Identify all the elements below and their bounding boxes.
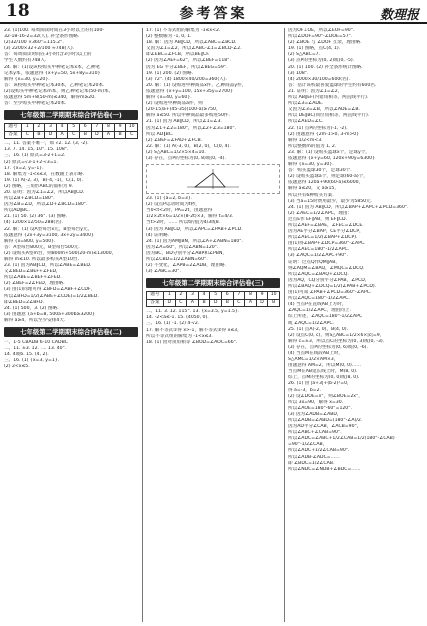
answer-line: (2) 设∠DOE=x°，则∠BOE=2x°， xyxy=(288,393,363,399)
answer-line: (2)设购买甲种笔记本m本，则乙种笔记本(50-m)本， xyxy=(4,88,114,94)
answer-text-block xyxy=(4,340,138,370)
answer-line: 21. (1) 50. (2) 36°. (3) 图略. xyxy=(4,214,68,220)
answer-line: (2) ∠AEC=1/2∠APC，理由： xyxy=(288,210,353,216)
answer-line: 23. (1) 因为AB∥CD，所以∠ABE=∠BED. xyxy=(4,263,92,269)
answer-line: (3) ∠AQC=1/2∠APC+90°. xyxy=(288,253,348,259)
grid-cell: 1 xyxy=(22,124,34,132)
answer-text-block xyxy=(146,196,280,275)
grid-cell: C xyxy=(233,299,245,307)
answer-line: (2) ∠BOE 与 ∠DOF 互余，理由略. xyxy=(288,40,362,46)
grid-cell: 9 xyxy=(114,124,126,132)
answer-line: 解得 c=±3，所以点C的坐标为(0, 3)或(0, -3). xyxy=(288,338,385,344)
answer-line: (3) 存在，点P的坐标为(0, 6)或(0, -6). xyxy=(288,344,368,350)
answer-line: (2) 设购买A型m台，则800m+500(20-m)≤13000， xyxy=(4,250,117,256)
answer-line: (3) 当a=15时费用最少，最少为5850元. xyxy=(288,198,373,204)
grid-cell: B xyxy=(268,299,280,307)
triangle-figure-icon xyxy=(183,167,243,191)
column-middle xyxy=(146,28,280,622)
answer-line: 得 a=-3，b=2. xyxy=(288,387,322,393)
answer-line: 23. (1) {a=2, b=3}. xyxy=(146,196,193,202)
grid-cell: A xyxy=(245,299,257,307)
answer-line: 又∠BED=∠BEF+∠FED， xyxy=(4,269,61,275)
grid-cell: A xyxy=(187,299,199,307)
answer-line: (3) 存在，点P的坐标为(0, 8)或(0, -4). xyxy=(146,155,226,161)
answer-line: 19. (1) 图略，点C(4, 1). xyxy=(288,46,341,52)
grid-cell: 10 xyxy=(126,124,138,132)
answer-line: 23. 解：(1) 设购买篮球x个，足球y个， xyxy=(288,149,370,155)
answer-line: 即∠BED=2∠BFD. xyxy=(4,299,44,305)
answer-line: 19. (1) 200. (2) 图略. xyxy=(146,70,194,76)
answer-line: 所以 3x=90，解得 x=30. xyxy=(288,399,344,405)
answer-line: 答：A型每台800元，B型每台500元. xyxy=(4,244,80,250)
answer-grid-answers xyxy=(147,299,280,307)
answer-line: (2) 整数解为 -1, 0, 1. xyxy=(146,34,192,40)
answer-line: 所以∠NDC=∠NDB+∠BDC=…… xyxy=(288,466,361,472)
answer-line: 依题意得 {2x+3y=3100, 3x+2y=3400} xyxy=(4,232,94,238)
grid-cell: 8 xyxy=(103,124,115,132)
answer-line: 所以∠ADB-∠ADC=…… xyxy=(288,454,340,460)
answer-line: 所以AD∥BC. xyxy=(4,208,30,214)
grid-cell: 7 xyxy=(233,292,245,300)
answer-line: (20-15)a+(45-35)(100-a)≥750， xyxy=(146,107,221,113)
answer-line: 18. (1) 由对顶角相等 ∠BOD=∠AOC=66°. xyxy=(146,339,238,345)
answer-line: (3) 点P的坐标为(0, 2)或(0, -5). xyxy=(288,58,355,64)
grid-cell: 9 xyxy=(256,292,268,300)
answer-line: 21. 证明：因为∠1=∠2， xyxy=(288,88,343,94)
answer-grid-numbers xyxy=(5,124,138,132)
answer-line: (4) 1200×12/50=288(名). xyxy=(4,220,64,226)
answer-line: 因为AQ，CQ分别平分∠PAB，∠PCD， xyxy=(288,277,370,283)
answer-line: 所以∠B+∠BCD=180°. xyxy=(4,196,55,202)
answer-line: (4) 当点P在直线AB上方时， xyxy=(288,302,347,308)
answer-line: 24. (1) 因为AM∥BN，所以∠A+∠ABN=180°. xyxy=(146,238,244,244)
answer-line: 21. (1) 因为 AB∥CD，所以∠1=∠3. xyxy=(146,119,222,125)
grid-cell: 3 xyxy=(187,292,199,300)
answer-line: 32-18-16-2=32(人), 补全条形图略. xyxy=(4,34,80,40)
answer-line: 即 ∠BDC=1/2∠CAB. xyxy=(288,460,335,466)
answer-line: 所以∠ADC=∠ABC+1/2∠CAB=1/2(180°-∠CAB) xyxy=(288,436,395,442)
answer-line: (3) 由(1)同理可得 ∠BFD=∠ABF+∠CDF， xyxy=(4,287,96,293)
answer-line: 当0<t<2时，PA=2t，由题意得 xyxy=(146,208,213,214)
answer-line: 或 ∠AQC=1/2∠APC. xyxy=(288,320,334,326)
answer-line: 由(1)得∠BAP+∠DCP=360°-∠APC. xyxy=(288,241,366,247)
answer-line: 由(1)可知 ∠PAB+∠PCD=360°-∠APC. xyxy=(288,290,372,296)
answer-line: 三、16. (1) {x=3, y=1}. xyxy=(4,358,60,364)
grid-row-label: 答案 xyxy=(5,131,22,139)
column-left xyxy=(4,28,138,622)
column-divider xyxy=(284,28,285,622)
answer-line: 当t>2时，…… 所以t的值为4/3或8. xyxy=(146,220,221,226)
answer-line: (3) 108°. xyxy=(288,70,309,76)
grid-cell: 5 xyxy=(68,124,80,132)
answer-line: 解得 m≤10. 所以最多购买A型10台. xyxy=(4,257,79,262)
answer-grid-answers xyxy=(5,131,138,139)
answer-text-block xyxy=(4,28,138,107)
grid-cell: D xyxy=(45,131,57,139)
answer-line: 24. 解：(1)设该校购买甲种笔记本x本，乙种笔 xyxy=(4,64,101,70)
grid-cell: 6 xyxy=(79,124,91,132)
answer-line: (2) 2<x≤5. xyxy=(4,364,30,370)
answer-line: 依题意得 120a+90(60-a)≤6000， xyxy=(288,180,364,186)
answer-line: 一、1-5 CBADB 6-10 CADBC xyxy=(4,340,68,346)
answer-line: 14. -2<a≤-1. 15. (4050, 0). xyxy=(146,315,209,321)
answer-line: 所以整数m的值为 1, 2. xyxy=(288,143,337,149)
answer-line: 20. 解：(1) 设购进甲种商品x件，乙种商品y件， xyxy=(146,82,247,88)
answer-line: 所以∠AEC=180°-1/2∠APC. xyxy=(288,247,350,253)
answer-line: 即∠EBC=∠FCB，所以BE∥CF. xyxy=(146,52,210,58)
answer-line: 二、11. 3. 12. 115°. 13. {x=3.5, y=1.5}. xyxy=(146,309,240,315)
grid-cell: 2 xyxy=(33,124,45,132)
answer-line: 又因为∠3=∠B，所以∠ADE=∠B. xyxy=(288,107,361,113)
answer-line: 综上所述，∠AQC=180°-1/2∠APC xyxy=(288,314,363,320)
answer-line: 19. (1) A(-2, 3)，B(-4, -1)，C(1, 0). xyxy=(4,177,83,183)
section-banner: 七年级第二学期期末综合评估卷(一) xyxy=(4,110,138,120)
answer-line: 由题意得 AM=2，所以M(0, 0)…… xyxy=(288,363,361,369)
answer-line: 17. 解不等式①得 x>-1，解不等式②得 x≤3， xyxy=(146,327,242,333)
answer-line: (2) ∠BEF=∠FAD+∠FCB. xyxy=(146,137,203,143)
grid-cell: D xyxy=(164,299,176,307)
answer-line: 因为∠1+∠2=180°，所以∠2+∠3=180°. xyxy=(146,125,237,131)
answer-line: 因为∠B=∠D，所以∠D+∠BCD=180°. xyxy=(4,202,88,208)
answer-line: 解得 {x=30, y=20}. xyxy=(4,76,50,82)
grid-cell: 8 xyxy=(245,292,257,300)
answer-grid xyxy=(146,291,280,307)
answer-line: 所以∠BAQ+∠DCQ=1/2(∠PAB+∠PCD). xyxy=(288,283,377,289)
column-right xyxy=(288,28,422,622)
answer-line: 22. 解：(1) A(-3, 0)，B(2, 0)，C(0, 4). xyxy=(146,143,231,149)
answer-line: 14. 4或6. 15. (4, 2). xyxy=(4,352,49,358)
answer-line: 13. 7. 14. 15, 10°. 15. 108°. xyxy=(4,147,69,153)
answer-line: (3) ∠ABC=30°. xyxy=(146,269,181,275)
grid-cell: 10 xyxy=(268,292,280,300)
grid-cell: D xyxy=(256,299,268,307)
answer-line: 证明：过点Q作QM∥AB， xyxy=(288,259,340,265)
answer-line: (4) 证明略. xyxy=(146,232,170,238)
answer-line: (2) S△ABC=1/2×5×4=10. xyxy=(146,149,206,155)
answer-line: 解得 {x=800, y=500}. xyxy=(4,238,56,244)
answer-line: 23. (1)100. 每周阅读时间在3小时以上的有100- xyxy=(4,28,105,33)
answer-line: 答：该校购买甲种笔记本30本，乙种笔记本20本. xyxy=(4,82,105,88)
answer-line: ∠AQC=1/2∠APC，理由同上. xyxy=(288,308,351,314)
answer-line: 二、11. ±3. 12. 二. 13. 40°. xyxy=(4,346,67,352)
answer-line: 记本y本，依题意得 {x+y=50, 5x+8y=310} xyxy=(4,70,101,76)
grid-cell: C xyxy=(22,131,34,139)
answer-line: 因为∠A=60°，所以∠ABN=120°. xyxy=(146,244,219,250)
answer-line: 依题意得 5m+8(50-m)≤340，解得m≥20. xyxy=(4,95,96,101)
answer-line: 学生人数约有748人. xyxy=(4,58,47,64)
grid-row-label: 题号 xyxy=(5,124,22,132)
answer-line: 所以共有6种购买方案. xyxy=(288,192,334,198)
answer-line: 20. (1) 100. (2) 补全条形统计图略. xyxy=(288,64,363,70)
answer-line: 解得 {x=40, y=60}. xyxy=(146,95,192,101)
answer-line: 解得 a≤20，又 a≥15， xyxy=(288,186,339,192)
answer-line: 所以∠ABC+∠CAB=90°. xyxy=(288,430,342,436)
answer-line: 所以∠AEF=∠BAE，∠FEC=∠DCE. xyxy=(288,223,364,228)
answer-line: (3) 由题意 {a+b=8, 500a+300b≥3200} xyxy=(4,311,95,317)
grid-cell: 4 xyxy=(198,292,210,300)
answer-line: 所以∠AQC=∠BAQ+∠DCQ. xyxy=(288,271,349,277)
answer-line: 所以∠AQC=180°-1/2∠APC. xyxy=(288,296,350,302)
answer-line: 过点E作 EF∥AB，则 EF∥CD. xyxy=(288,216,347,222)
answer-line: 三、16. (1) 原式=3-2+1=2. xyxy=(4,153,66,159)
answer-line: 因为AD平分∠CAB，∠ACB=90°， xyxy=(288,424,362,430)
answer-line: 所以 AD∥BC. xyxy=(146,131,174,137)
answer-line: 1/2×2t×6=1/2×(8-2t)×3，解得 t=4/3. xyxy=(146,214,234,220)
grid-cell: D xyxy=(91,131,103,139)
grid-cell: B xyxy=(198,299,210,307)
grid-cell: A xyxy=(56,131,68,139)
answer-line: (2) 设点P运动时间为t秒， xyxy=(146,202,200,208)
answer-line: 则∠AQM=∠BAQ，∠MQC=∠DCQ. xyxy=(288,265,365,271)
grid-cell: 6 xyxy=(221,292,233,300)
answer-line: =90°-1/2∠CAB， xyxy=(288,442,328,448)
answer-text-block xyxy=(146,309,280,346)
answer-line: 二、11. 答案不唯一，如 √2. 12. (3, -2). xyxy=(4,141,89,147)
answer-line: 所以∠3=∠ADE. xyxy=(288,101,324,107)
answer-line: 依题意得 {x+y=60, 120x+90y=6300} xyxy=(288,155,376,161)
answer-line: 三、16. (1) -1. (2) 4-√2. xyxy=(146,321,200,327)
answer-line: (3) 因为∠ADB=∠ABD， xyxy=(288,411,342,417)
answer-line: 解得 1/2<m<3. xyxy=(288,137,323,143)
answer-line: (2) 原式=√3-1+2-√3=1. xyxy=(4,159,58,165)
answer-line: (3) 72°. (4) 1800×40/200=360(人). xyxy=(146,76,227,82)
answer-line: (4) 当点M在线段AB上时， xyxy=(288,350,343,356)
answer-line: 解得 a≤50. 所以甲种商品最多购进50件. xyxy=(146,113,230,119)
grid-cell: 2 xyxy=(175,292,187,300)
answer-line: (2) 由题意得 {2m-1>0, 3-m>0} xyxy=(288,131,360,137)
answer-line: 25. (1) 点A(-2, 0)，B(4, 0). xyxy=(288,326,349,332)
grid-cell: 3 xyxy=(45,124,57,132)
answer-line: 18. 解：因为 AB∥CD，所以∠ABC=∠BCD. xyxy=(146,40,237,46)
answer-line: 因为AE平分∠BAP，CE平分∠DCP， xyxy=(288,229,364,235)
answer-line: 18. 解集为 -1<x≤3，在数轴上表示略. xyxy=(4,171,85,177)
answer-line: 17. (1) 不等式组的解集为 -1≤x<2. xyxy=(146,28,221,33)
answer-text-block xyxy=(146,28,280,162)
grid-cell: D xyxy=(210,299,222,307)
answer-line: 所以∠ADC+1/2∠CAB=90°. xyxy=(288,448,350,454)
answer-line: 所以∠ADB=∠ABD=(180°-∠A)/2. xyxy=(288,418,363,423)
answer-line: 答：购买篮球30个，足球30个. xyxy=(288,168,352,174)
answer-line: (2) 因为∠AEF=62°，所以∠BEF=118°. xyxy=(146,58,231,64)
grid-cell: B xyxy=(114,131,126,139)
answer-line: 所以∠AOE=180°-60°=120°. xyxy=(288,405,352,411)
answer-text-block xyxy=(288,28,422,473)
answer-line: 20. 证明：因为∠1=∠2，所以AB∥CD. xyxy=(4,189,85,195)
answer-grid-numbers xyxy=(147,292,280,300)
answer-line: 解得 {x=30, y=30}. xyxy=(288,162,334,168)
answer-line: 当点M在AB延长线上时，M(8, 0). xyxy=(288,369,358,375)
answer-line: 所以∠ABE=∠BEF+∠FED. xyxy=(4,275,62,281)
grid-cell: B xyxy=(79,131,91,139)
answer-line: 所以∠CBD=1/2∠ABN=60°. xyxy=(146,257,208,262)
answer-line: (2) ∠BEF=2∠FED，理由略. xyxy=(4,281,65,287)
answer-line: 所以∠BFD=1/2(∠ABE+∠CDE)=1/2∠BED. xyxy=(4,293,99,299)
section-banner: 七年级第二学期期末综合评估卷(三) xyxy=(146,278,280,288)
running-title: 参考答案 xyxy=(179,6,248,22)
grid-cell: C xyxy=(175,299,187,307)
grid-cell: 4 xyxy=(56,124,68,132)
answer-grid xyxy=(4,123,138,139)
answer-line: 综上，点M的坐标为(0, 0)或(8, 0). xyxy=(288,375,360,381)
grid-cell: C xyxy=(68,131,80,139)
answer-line: 解得 a≥4，所以至少安排4天. xyxy=(4,317,66,323)
grid-cell: 7 xyxy=(91,124,103,132)
answer-line: S△AMC=1/2×AM×3， xyxy=(288,357,339,363)
answer-line: 又因为∠1=∠2，所以∠ABC-∠1=∠BCD-∠2. xyxy=(146,46,242,52)
answer-line: 17. {x=2, y=-1}. xyxy=(4,165,44,171)
answer-line: 所以 DE∥BC(同位角相等，两直线平行). xyxy=(288,113,370,119)
answer-line: 因为BC，BD分别平分∠ABP和∠PBN， xyxy=(146,250,227,256)
answer-line: (3) 因为 AB∥CD，所以∠APC=∠PAB+∠PCD. xyxy=(146,226,243,232)
answer-line: 因为 EG 平分∠BEF，所以∠BEG=59°. xyxy=(146,64,228,70)
grid-cell: C xyxy=(126,131,138,139)
answer-line: 依题意得 {x+y=100, 15x+35y=2700} xyxy=(146,88,234,94)
answer-line: (2) 图略，三角形ABC的面积为 9. xyxy=(4,183,74,189)
geometry-figure xyxy=(146,164,280,194)
column-divider xyxy=(142,28,143,622)
grid-cell: 1 xyxy=(164,292,176,300)
answer-line: 24. (1) 500，3. (2) 图略. xyxy=(4,305,59,311)
answer-line: (2) 不变化，∠APB=2∠ADB，理由略. xyxy=(146,263,227,269)
answer-line: 26. (1) 由 |a+3|+(b-2)²=0， xyxy=(288,381,352,387)
answer-line: (2)32/100 ×360°=115.2°. xyxy=(4,40,64,46)
grid-row-label: 题号 xyxy=(147,292,164,300)
grid-cell: A xyxy=(103,131,115,139)
answer-line: (2) 设购买篮球a个，则足球(60-a)个， xyxy=(288,174,368,180)
answer-line: 答：估计该校最喜爱篮球的学生约有600名. xyxy=(288,82,377,88)
grid-cell: B xyxy=(221,299,233,307)
answer-line: (2) 设购进甲种商品a件，则 xyxy=(146,101,203,107)
answer-line: 22. (1) 点P的坐标为(-1, -2). xyxy=(288,125,348,131)
answer-line: (3) 2200×32+2/100 ≈748(人). xyxy=(4,46,75,52)
answer-line: 所以∠DOF=90°-∠DOE=57°. xyxy=(288,34,353,40)
page-header xyxy=(0,0,427,24)
answer-line: 24. (1) 因为 AB∥CD，所以∠BAP+∠APC+∠PCD=360°. xyxy=(288,204,409,210)
answer-line: 22. 解：(1) 设A型每台x元，B型每台y元， xyxy=(4,226,93,232)
answer-line: (2) S△ABC=7. xyxy=(288,52,321,58)
answer-line: 答：每周阅读时间在3小时(含3小时)以上的 xyxy=(4,52,92,58)
answer-line: 答：至少购买甲种笔记本20本. xyxy=(4,101,67,107)
answer-line: 所以∠AED=∠C. xyxy=(288,119,324,125)
page-number: 18 xyxy=(6,1,30,21)
brand-logo: 数理报 xyxy=(379,8,419,23)
answer-text-block xyxy=(4,141,138,324)
grid-cell: 5 xyxy=(210,292,222,300)
answer-line: 因为OF⊥OE，所以∠EOF=90°. xyxy=(288,28,355,33)
section-banner: 七年级第二学期期末综合评估卷(二) xyxy=(4,327,138,337)
grid-cell: B xyxy=(33,131,45,139)
answer-line: 所以不等式组的解集为 -1<x≤3. xyxy=(146,333,213,339)
answer-line: (2) 设点C(0, c)，则S△ABC=1/2×6×|c|=9， xyxy=(288,332,385,338)
answer-line: 所以 AB∥EF(内错角相等，两直线平行). xyxy=(288,95,369,101)
answer-line: (4) 2000×30/100=600(名). xyxy=(288,76,350,82)
answer-line: 所以∠AEC=1/2(∠BAP+∠DCP). xyxy=(288,235,358,241)
grid-row-label: 答案 xyxy=(147,299,164,307)
